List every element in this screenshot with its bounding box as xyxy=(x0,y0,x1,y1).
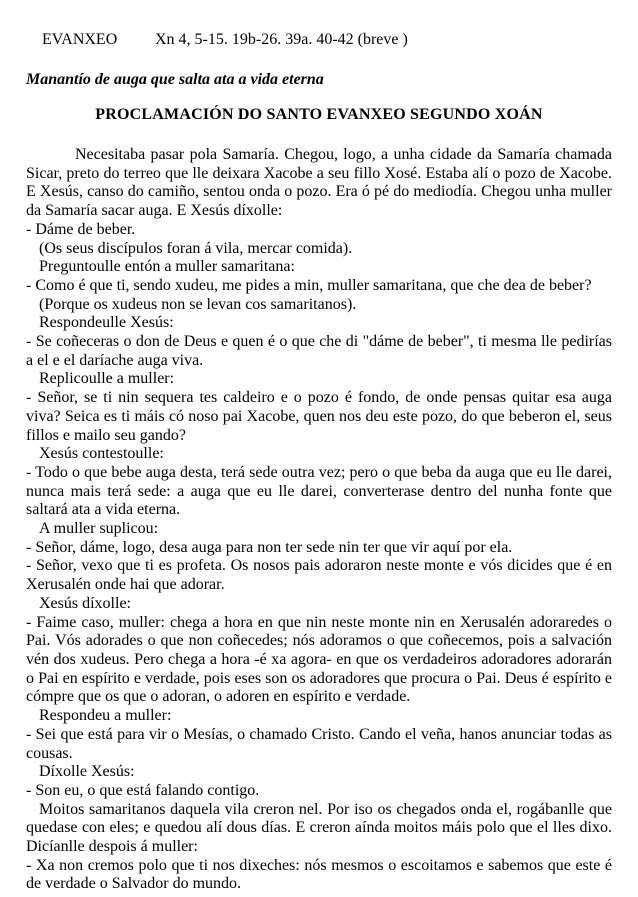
document-header xyxy=(26,10,612,70)
paragraph: Necesitaba pasar pola Samaría. Chegou, logo, a unha cidade da Samaría chamada Sicar, preto do terreo que lle deixara Xacobe a seu fillo Xosé. Estaba alí o pozo de Xacobe. E Xesús, canso do camiño, sentou onda o pozo. Era ó pé do mediodía. Chegou unha muller da Samaría sacar auga. E Xesús díxolle: xyxy=(26,146,612,220)
paragraph: - Como é que ti, sendo xudeu, me pides a min, muller samaritana, que che dea de beber? xyxy=(26,276,592,294)
paragraph: Respondeu a muller: xyxy=(39,707,172,725)
paragraph: - Faime caso, muller: chega a hora en que nin neste monte nin en Xerusalén adoraredes o Pai. Vós adorades o que non coñecedes; nós adoramos o que coñecemos, pois a salvación vén dos xudeus. Pero chega a hora -é xa agora- en que os verdadeiros adoradores adorarán o Pai en espírito e verdade, pois eses son os adoradores que procura o Pai. Deus é espírito e cómpre que os que o adoran, o adoren en espírito e verdade. xyxy=(26,613,612,706)
page-title: PROCLAMACIÓN DO SANTO EVANXEO SEGUNDO XOÁN xyxy=(95,106,543,123)
paragraph: - Todo o que bebe auga desta, terá sede outra vez; pero o que beba da auga que eu lle darei, nunca mais terá sede: a auga que eu lle darei, converterase dentro del nunha fonte que saltará ata a vida eterna. xyxy=(26,463,612,519)
paragraph: - Sei que está para vir o Mesías, o chamado Cristo. Cando el veña, hanos anunciar todas as cousas. xyxy=(26,725,612,762)
paragraph: (Porque os xudeus non se levan cos samaritanos). xyxy=(39,295,357,313)
paragraph: Xesús díxolle: xyxy=(39,594,131,612)
document-body xyxy=(26,146,612,894)
paragraph: - Son eu, o que está falando contigo. xyxy=(26,781,260,799)
paragraph: - Se coñeceras o don de Deus e quen é o que che di "dáme de beber", ti mesma lle pedirías a el e el daríache auga viva. xyxy=(26,333,612,369)
header-label: EVANXEO xyxy=(42,31,118,48)
paragraph: - Xa non cremos polo que ti nos dixeches: nós mesmos o escoitamos e sabemos que este é de verdade o Salvador do mundo. xyxy=(26,856,612,893)
paragraph: (Os seus discípulos foran á vila, mercar comida). xyxy=(39,239,353,257)
paragraph: Preguntoulle entón a muller samaritana: xyxy=(39,258,295,276)
header-subtitle: Manantío de auga que salta ata a vida eterna xyxy=(26,71,324,88)
paragraph: - Señor, vexo que ti es profeta. Os nosos pais adoraron neste monte e vós dicides que é en Xerusalén onde hai que adorar. xyxy=(26,557,612,594)
paragraph: A muller suplicou: xyxy=(39,520,159,538)
paragraph: Moitos samaritanos daquela vila creron nel. Por iso os chegados onda el, rogábanlle que quedase con eles; e quedou alí dous días. E creron aínda moitos máis polo que el lles dixo. Dicíanlle despois á muller: xyxy=(26,800,612,856)
header-reference: Xn 4, 5-15. 19b-26. 39a. 40-42 (breve ) xyxy=(155,31,408,48)
paragraph: - Dáme de beber. xyxy=(26,220,136,238)
paragraph: Xesús contestoulle: xyxy=(39,445,164,463)
paragraph: - Señor, dáme, logo, desa auga para non ter sede nin ter que vir aquí por ela. xyxy=(26,538,513,556)
paragraph: - Señor, se ti nin sequera tes caldeiro e o pozo é fondo, de onde pensas quitar esa auga viva? Seica es ti máis có noso pai Xacobe, quen nos deu este pozo, do que beberon el, seus fillos e mailo seu gando? xyxy=(26,389,612,444)
paragraph: Replicoulle a muller: xyxy=(39,370,175,388)
paragraph: Díxolle Xesús: xyxy=(39,763,135,781)
paragraph: Respondeulle Xesús: xyxy=(39,314,174,332)
